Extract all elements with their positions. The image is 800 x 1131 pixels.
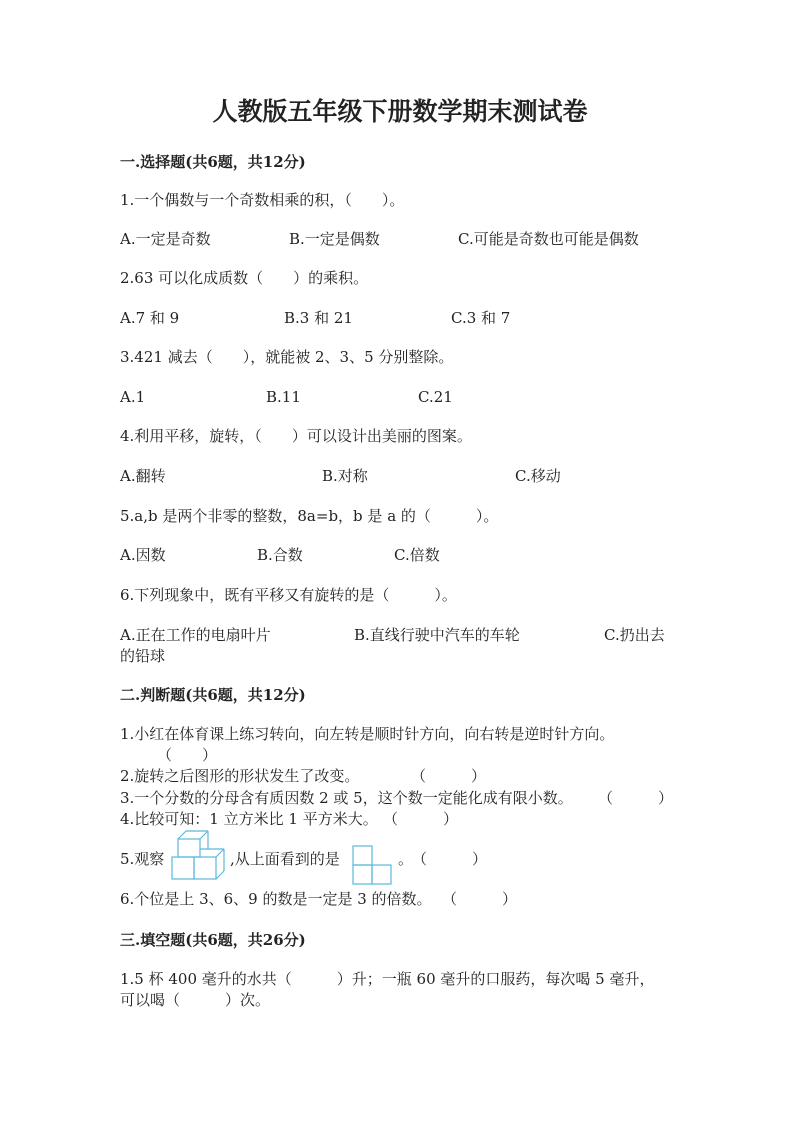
section-heading-fill: 三.填空题(共6题，共26分) [120,931,306,949]
cube-stack-figure [170,827,230,889]
question-stem: 5.观察 [120,850,165,868]
option-b: B.11 [266,388,301,406]
option-c: C.3 和 7 [451,309,511,327]
option-c: C.可能是奇数也可能是偶数 [458,230,639,248]
top-view-figure [352,845,392,887]
answer-blank: （ ） [411,767,487,785]
question-stem-end: 。 [398,850,414,868]
option-b: B.一定是偶数 [289,230,380,248]
section-heading-judge: 二.判断题(共6题，共12分) [120,686,306,704]
question-stem: 2.旋转之后图形的形状发生了改变。 [120,767,360,785]
option-a: A.正在工作的电扇叶片 [120,626,271,644]
question-stem-middle: ,从上面看到的是 [230,850,340,868]
answer-blank: （ ） [412,850,488,868]
option-c: C.扔出去 [604,626,665,644]
option-b: B.对称 [322,467,368,485]
question-stem: 1.小红在体育课上练习转向，向左转是顺时针方向，向右转是逆时针方向。 [120,725,615,743]
question-stem: 3.421 减去（ ），就能被 2、3、5 分别整除。 [120,348,454,366]
option-c: C.21 [418,388,453,406]
option-b: B.直线行驶中汽车的车轮 [354,626,520,644]
answer-blank: （ ） [383,810,459,828]
question-stem: 4.比较可知：1 立方米比 1 平方米大。 [120,810,378,828]
page-title: 人教版五年级下册数学期末测试卷 [212,97,588,126]
option-c: C.倍数 [394,546,440,564]
option-a: A.翻转 [120,467,166,485]
section-heading-choice: 一.选择题(共6题，共12分) [120,153,306,171]
option-a: A.7 和 9 [120,309,180,327]
question-stem: 2.63 可以化成质数（ ）的乘积。 [120,269,369,287]
option-c: C.移动 [515,467,561,485]
option-b: B.合数 [257,546,303,564]
question-stem: 6.下列现象中，既有平移又有旋转的是（ ）。 [120,586,457,604]
option-a: A.1 [120,388,146,406]
option-c-continuation: 的铅球 [120,647,166,665]
question-stem: 4.利用平移，旋转，（ ）可以设计出美丽的图案。 [120,427,472,445]
question-stem: 6.个位是上 3、6、9 的数是一定是 3 的倍数。 [120,890,432,908]
question-continuation: 可以喝（ ）次。 [120,991,271,1009]
question-stem: 1.5 杯 400 毫升的水共（ ）升；一瓶 60 毫升的口服药，每次喝 5 毫升， [120,970,655,988]
answer-blank: （ ） [157,746,218,764]
answer-blank: （ ） [598,789,674,807]
question-stem: 3.一个分数的分母含有质因数 2 或 5，这个数一定能化成有限小数。 [120,789,573,807]
question-stem: 5.a,b 是两个非零的整数，8a=b，b 是 a 的（ ）。 [120,507,499,525]
question-stem: 1.一个偶数与一个奇数相乘的积，（ ）。 [120,191,405,209]
option-b: B.3 和 21 [284,309,353,327]
option-a: A.因数 [120,546,166,564]
option-a: A.一定是奇数 [120,230,211,248]
answer-blank: （ ） [442,890,518,908]
